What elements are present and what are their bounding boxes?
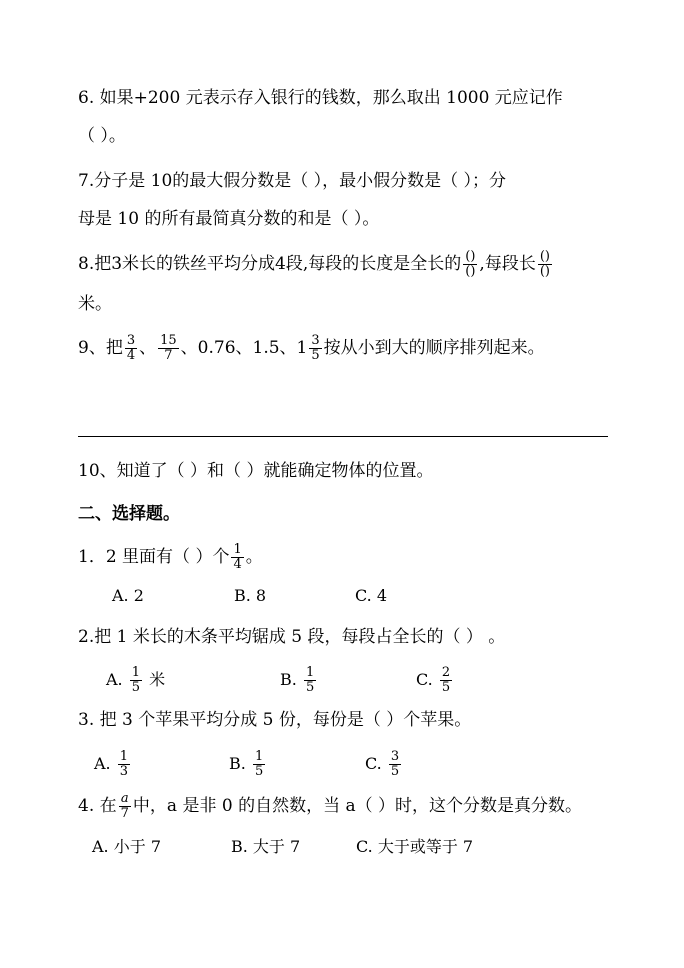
fraction-3-4: $\frac{3}{4}$ bbox=[126, 333, 136, 363]
question-6-line1: 6. 如果+200 元表示存入银行的钱数，那么取出 1000 元应记作 bbox=[78, 88, 563, 108]
question-8-text-a: 8.把3米长的铁丝平均分成4段,每段的长度是全长的 bbox=[78, 254, 462, 274]
question-8-line1 bbox=[78, 250, 554, 279]
question-8-text-b: ,每段长 bbox=[479, 254, 536, 274]
choice-2-option-a[interactable]: A. $\frac{1}{5}$ 米 bbox=[106, 665, 166, 695]
fraction-2-5: $\frac{2}{5}$ bbox=[441, 665, 451, 695]
fraction-3-5: $\frac{3}{5}$ bbox=[390, 749, 400, 779]
choice-3-option-b[interactable]: B. $\frac{1}{5}$ bbox=[229, 749, 264, 779]
choice-1-option-b[interactable]: B. 8 bbox=[234, 586, 267, 605]
choice-4-option-a[interactable]: A. 小于 7 bbox=[92, 837, 161, 856]
choice-1-option-c[interactable]: C. 4 bbox=[355, 586, 388, 605]
choice-2-stem: 2.把 1 米长的木条平均锯成 5 段，每段占全长的（ ） 。 bbox=[78, 627, 506, 647]
fraction-blank-2: $\frac{()}{()}$ bbox=[539, 249, 550, 279]
question-7-line2: 母是 10 的所有最简真分数的和是（ ）。 bbox=[78, 209, 380, 229]
choice-3-stem: 3. 把 3 个苹果平均分成 5 份，每份是（ ）个苹果。 bbox=[78, 710, 472, 730]
mixed-fraction-3-5: $\frac{3}{5}$ bbox=[311, 333, 320, 363]
question-9: 9、把 $\frac{3}{4}$ 、 $\frac{15}{7}$ 、0.76、1.5、1 $\frac{3}{5}$ 按从小到大的顺序排列起来。 bbox=[78, 333, 545, 363]
choice-3-option-a[interactable]: A. $\frac{1}{3}$ bbox=[94, 749, 129, 779]
question-7-line1: 7.分子是 10的最大假分数是（ ），最小假分数是（ ）；分 bbox=[78, 171, 507, 191]
fraction-blank-1: $\frac{()}{()}$ bbox=[465, 249, 476, 279]
choice-1-option-a[interactable]: A. 2 bbox=[112, 586, 144, 605]
question-6-line2: （ ）。 bbox=[78, 126, 126, 146]
section-2-heading: 二、选择题。 bbox=[78, 504, 180, 524]
choice-2-option-c[interactable]: C. $\frac{2}{5}$ bbox=[416, 665, 451, 695]
answer-line bbox=[78, 436, 608, 437]
choice-1-stem: 1．2 里面有（ ）个 $\frac{1}{4}$ 。 bbox=[78, 542, 263, 572]
fraction-1-5: $\frac{1}{5}$ bbox=[305, 665, 315, 695]
fraction-15-7: $\frac{15}{7}$ bbox=[160, 333, 177, 363]
choice-4-option-b[interactable]: B. 大于 7 bbox=[231, 837, 301, 856]
choice-4-option-c[interactable]: C. 大于或等于 7 bbox=[356, 837, 474, 856]
fraction-1-5: $\frac{1}{5}$ bbox=[254, 749, 264, 779]
choice-4-stem: 4. 在 $\frac{a}{7}$ 中，a 是非 0 的自然数，当 a（ ）时，这个分数是真分数。 bbox=[78, 791, 583, 821]
fraction-1-5: $\frac{1}{5}$ bbox=[131, 665, 141, 695]
choice-3-option-c[interactable]: C. $\frac{3}{5}$ bbox=[365, 749, 400, 779]
question-10: 10、知道了（ ）和（ ）就能确定物体的位置。 bbox=[78, 461, 434, 481]
question-8-line2: 米。 bbox=[78, 294, 112, 314]
fraction-1-4: $\frac{1}{4}$ bbox=[233, 542, 242, 572]
choice-2-option-b[interactable]: B. $\frac{1}{5}$ bbox=[280, 665, 315, 695]
fraction-a-7: $\frac{a}{7}$ bbox=[120, 791, 129, 821]
fraction-1-3: $\frac{1}{3}$ bbox=[119, 749, 129, 779]
